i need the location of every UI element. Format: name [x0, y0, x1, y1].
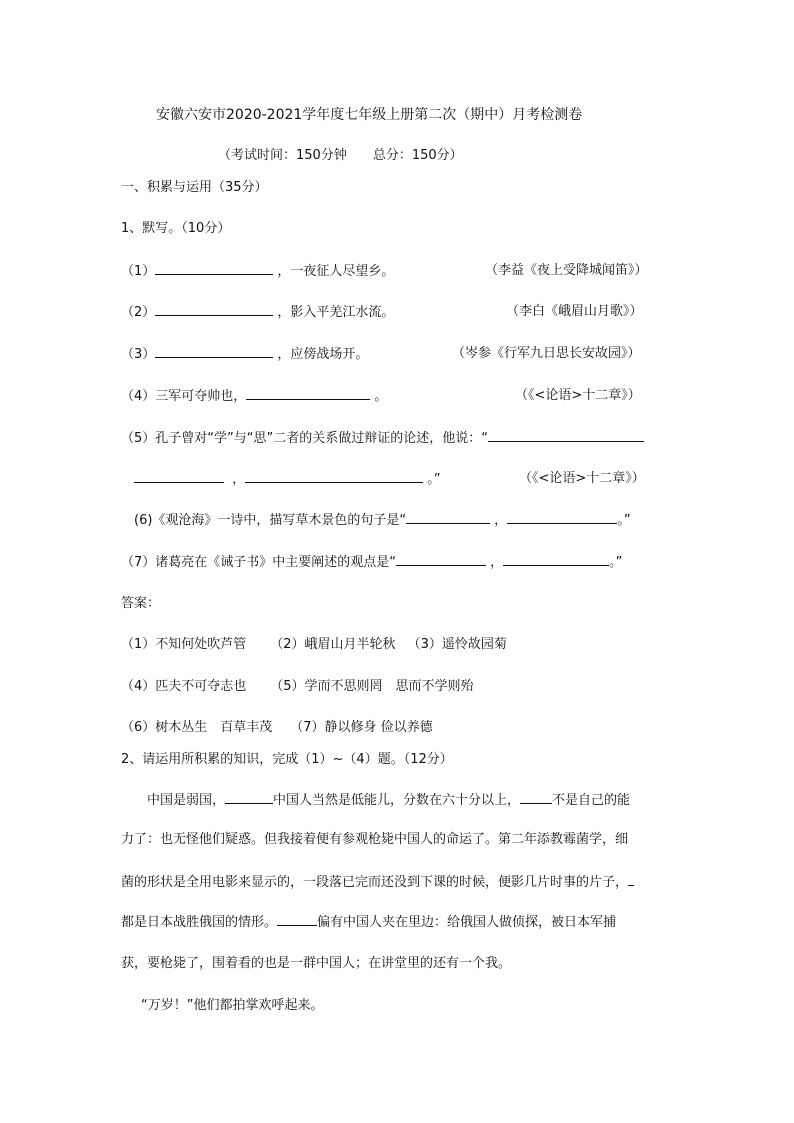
- item-label: （5）孔子曾对“学”与“思”二者的关系做过辩证的论述，他说：“: [121, 431, 488, 446]
- answer-blank[interactable]: [245, 470, 423, 483]
- answer-item: （1）不知何处吹芦管: [121, 637, 247, 652]
- answer-blank[interactable]: [246, 387, 370, 400]
- passage-line: [147, 791, 630, 810]
- answer-line: [121, 719, 433, 737]
- answer-item: （4）匹夫不可夺志也: [121, 679, 247, 694]
- answer-blank[interactable]: [155, 303, 273, 316]
- item-comma: ，: [490, 555, 504, 570]
- question-1-header: 1、默写。（10分）: [121, 221, 231, 236]
- question-1-item-6: [134, 511, 631, 530]
- item-end: 。”: [617, 513, 631, 528]
- question-1-item-5: [121, 429, 644, 448]
- answer-blank[interactable]: [155, 262, 273, 275]
- answer-label: 答案：: [121, 596, 161, 611]
- question-1-item-7: [121, 553, 622, 572]
- answer-item: （3）遥怜故园菊: [407, 637, 507, 652]
- question-1-item-2: [121, 303, 394, 322]
- item-label: （2）: [121, 305, 156, 320]
- passage-line: 力了：也无怪他们疑惑。但我接着便有参观枪毙中国人的命运了。第二年添教霉菌学，细: [121, 832, 629, 847]
- answer-blank[interactable]: [628, 873, 634, 886]
- section-heading: 一、积累与运用（35分）: [121, 180, 268, 195]
- answer-blank[interactable]: [155, 345, 273, 358]
- page-title: 安徽六安市2020-2021学年度七年级上册第二次（期中）月考检测卷: [156, 107, 583, 123]
- passage-text: 偏有中国人夹在里边：给俄国人做侦探，被日本军捕: [317, 915, 617, 930]
- item-label: （3）: [121, 347, 156, 362]
- passage-text: 菌的形状是全用电影来显示的，一段落已完而还没到下课的时候，便影几片时事的片子，: [121, 875, 629, 890]
- question-2-header: 2、请运用所积累的知识，完成（1）~（4）题。（12分）: [121, 752, 453, 767]
- item-source: （岑参《行军九日思长安故园》）: [452, 346, 641, 361]
- passage-text: 不是自己的能: [552, 793, 631, 808]
- answer-blank[interactable]: [507, 511, 617, 524]
- answer-blank[interactable]: [520, 791, 552, 804]
- item-source: （李益《夜上受降城闻笛》）: [485, 263, 648, 278]
- item-text: 。: [374, 389, 388, 404]
- answer-blank[interactable]: [277, 913, 317, 926]
- item-text: ，一夜征人尽望乡。: [277, 264, 395, 279]
- answer-item: （6）树木丛生 百草丰茂: [121, 720, 273, 735]
- passage-line: [121, 873, 634, 892]
- question-1-item-3: [121, 345, 368, 364]
- answer-blank[interactable]: [396, 553, 486, 566]
- item-label: （7）诸葛亮在《诫子书》中主要阐述的观点是“: [121, 555, 397, 570]
- answer-item: （5）学而不思则罔 思而不学则殆: [270, 679, 474, 694]
- answer-item: （2）峨眉山月半轮秋: [270, 637, 396, 652]
- item-comma: ，: [494, 513, 508, 528]
- item-text: ，影入平羌江水流。: [277, 305, 395, 320]
- answer-blank[interactable]: [225, 791, 273, 804]
- passage-line: [121, 913, 616, 932]
- item-source: （《<论语>十二章》）: [515, 388, 641, 403]
- answer-blank[interactable]: [503, 553, 609, 566]
- item-end: 。”: [609, 555, 623, 570]
- answer-blank[interactable]: [406, 511, 490, 524]
- answer-line: [121, 636, 507, 654]
- passage-line: “万岁！”他们都拍掌欢呼起来。: [141, 998, 324, 1013]
- exam-info: （考试时间：150分钟 总分：150分）: [218, 148, 463, 163]
- item-label: （1）: [121, 264, 156, 279]
- item-end: 。”: [427, 472, 441, 487]
- item-label: (6)《观沧海》一诗中，描写草木景色的句子是“: [134, 513, 407, 528]
- item-source: （《<论语>十二章》）: [519, 471, 645, 486]
- passage-text: 中国是弱国，: [147, 793, 226, 808]
- answer-line: [121, 678, 474, 696]
- answer-blank[interactable]: [134, 470, 224, 483]
- answer-item: （7）静以修身 俭以养德: [290, 720, 433, 735]
- passage-text: 中国人当然是低能儿，分数在六十分以上，: [273, 793, 521, 808]
- passage-text: 都是日本战胜俄国的情形。: [121, 915, 278, 930]
- question-1-item-4: [121, 387, 387, 406]
- question-1-item-5-cont: [134, 470, 441, 489]
- question-1-item-1: [121, 262, 394, 281]
- answer-blank[interactable]: [488, 429, 644, 442]
- item-text: ，应傍战场开。: [277, 347, 369, 362]
- passage-line: 获，要枪毙了，围着看的也是一群中国人；在讲堂里的还有一个我。: [121, 956, 512, 971]
- item-source: （李白《峨眉山月歌》）: [506, 304, 643, 319]
- item-label: （4）三军可夺帅也，: [121, 389, 247, 404]
- item-comma: ，: [232, 472, 246, 487]
